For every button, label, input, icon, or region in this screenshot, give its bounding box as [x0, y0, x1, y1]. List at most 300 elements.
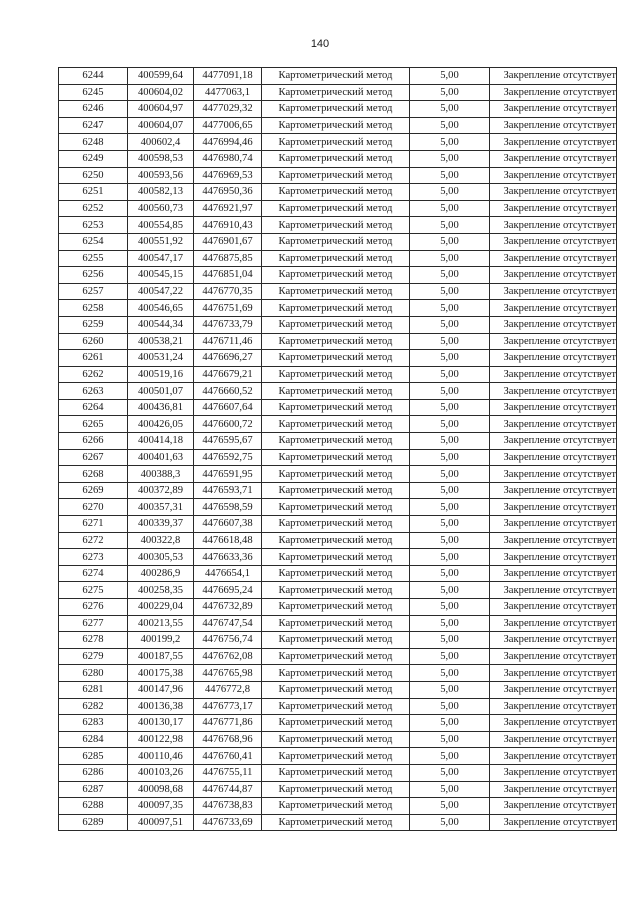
x-coordinate-cell: 400401,63: [128, 449, 194, 466]
y-coordinate-cell: 4476679,21: [194, 366, 262, 383]
method-cell: Картометрический метод: [262, 565, 410, 582]
accuracy-cell: 5,00: [410, 283, 490, 300]
fixation-cell: Закрепление отсутствует: [490, 267, 617, 284]
table-row: [59, 482, 617, 499]
x-coordinate-cell: 400545,15: [128, 267, 194, 284]
x-coordinate-cell: 400547,17: [128, 250, 194, 267]
table-row: [59, 167, 617, 184]
table-row: [59, 68, 617, 85]
fixation-cell: Закрепление отсутствует: [490, 200, 617, 217]
x-coordinate-cell: 400110,46: [128, 748, 194, 765]
table-row: [59, 350, 617, 367]
x-coordinate-cell: 400546,65: [128, 300, 194, 317]
x-coordinate-cell: 400519,16: [128, 366, 194, 383]
table-row: [59, 84, 617, 101]
x-coordinate-cell: 400136,38: [128, 698, 194, 715]
table-row: [59, 764, 617, 781]
point-number-cell: 6252: [59, 200, 128, 217]
table-row: [59, 532, 617, 549]
y-coordinate-cell: 4476696,27: [194, 350, 262, 367]
y-coordinate-cell: 4476592,75: [194, 449, 262, 466]
accuracy-cell: 5,00: [410, 366, 490, 383]
y-coordinate-cell: 4476660,52: [194, 383, 262, 400]
method-cell: Картометрический метод: [262, 283, 410, 300]
accuracy-cell: 5,00: [410, 731, 490, 748]
x-coordinate-cell: 400305,53: [128, 549, 194, 566]
x-coordinate-cell: 400147,96: [128, 681, 194, 698]
x-coordinate-cell: 400187,55: [128, 648, 194, 665]
accuracy-cell: 5,00: [410, 698, 490, 715]
accuracy-cell: 5,00: [410, 316, 490, 333]
y-coordinate-cell: 4476762,08: [194, 648, 262, 665]
point-number-cell: 6249: [59, 150, 128, 167]
point-number-cell: 6245: [59, 84, 128, 101]
fixation-cell: Закрепление отсутствует: [490, 532, 617, 549]
point-number-cell: 6283: [59, 715, 128, 732]
table-row: [59, 300, 617, 317]
table-row: [59, 814, 617, 831]
x-coordinate-cell: 400130,17: [128, 715, 194, 732]
point-number-cell: 6276: [59, 599, 128, 616]
fixation-cell: Закрепление отсутствует: [490, 84, 617, 101]
y-coordinate-cell: 4476768,96: [194, 731, 262, 748]
y-coordinate-cell: 4476760,41: [194, 748, 262, 765]
y-coordinate-cell: 4476738,83: [194, 798, 262, 815]
table-row: [59, 549, 617, 566]
accuracy-cell: 5,00: [410, 449, 490, 466]
accuracy-cell: 5,00: [410, 350, 490, 367]
point-number-cell: 6274: [59, 565, 128, 582]
y-coordinate-cell: 4476765,98: [194, 665, 262, 682]
accuracy-cell: 5,00: [410, 383, 490, 400]
fixation-cell: Закрепление отсутствует: [490, 233, 617, 250]
coordinates-table-body: [59, 68, 617, 831]
accuracy-cell: 5,00: [410, 466, 490, 483]
x-coordinate-cell: 400097,51: [128, 814, 194, 831]
coordinates-table: [58, 67, 617, 831]
y-coordinate-cell: 4476910,43: [194, 217, 262, 234]
accuracy-cell: 5,00: [410, 433, 490, 450]
table-row: [59, 150, 617, 167]
point-number-cell: 6266: [59, 433, 128, 450]
table-row: [59, 416, 617, 433]
y-coordinate-cell: 4476756,74: [194, 632, 262, 649]
accuracy-cell: 5,00: [410, 599, 490, 616]
point-number-cell: 6267: [59, 449, 128, 466]
x-coordinate-cell: 400598,53: [128, 150, 194, 167]
method-cell: Картометрический метод: [262, 731, 410, 748]
fixation-cell: Закрепление отсутствует: [490, 217, 617, 234]
table-row: [59, 731, 617, 748]
method-cell: Картометрический метод: [262, 781, 410, 798]
x-coordinate-cell: 400097,35: [128, 798, 194, 815]
y-coordinate-cell: 4476733,69: [194, 814, 262, 831]
x-coordinate-cell: 400582,13: [128, 184, 194, 201]
fixation-cell: Закрепление отсутствует: [490, 433, 617, 450]
table-row: [59, 698, 617, 715]
fixation-cell: Закрепление отсутствует: [490, 715, 617, 732]
method-cell: Картометрический метод: [262, 150, 410, 167]
point-number-cell: 6257: [59, 283, 128, 300]
point-number-cell: 6270: [59, 499, 128, 516]
fixation-cell: Закрепление отсутствует: [490, 516, 617, 533]
point-number-cell: 6287: [59, 781, 128, 798]
method-cell: Картометрический метод: [262, 416, 410, 433]
table-row: [59, 499, 617, 516]
accuracy-cell: 5,00: [410, 549, 490, 566]
method-cell: Картометрический метод: [262, 316, 410, 333]
x-coordinate-cell: 400339,37: [128, 516, 194, 533]
x-coordinate-cell: 400103,26: [128, 764, 194, 781]
y-coordinate-cell: 4476711,46: [194, 333, 262, 350]
fixation-cell: Закрепление отсутствует: [490, 300, 617, 317]
accuracy-cell: 5,00: [410, 267, 490, 284]
y-coordinate-cell: 4476771,86: [194, 715, 262, 732]
fixation-cell: Закрепление отсутствует: [490, 250, 617, 267]
y-coordinate-cell: 4476773,17: [194, 698, 262, 715]
point-number-cell: 6246: [59, 101, 128, 118]
x-coordinate-cell: 400098,68: [128, 781, 194, 798]
accuracy-cell: 5,00: [410, 117, 490, 134]
x-coordinate-cell: 400544,34: [128, 316, 194, 333]
accuracy-cell: 5,00: [410, 715, 490, 732]
x-coordinate-cell: 400372,89: [128, 482, 194, 499]
fixation-cell: Закрепление отсутствует: [490, 184, 617, 201]
point-number-cell: 6244: [59, 68, 128, 85]
point-number-cell: 6269: [59, 482, 128, 499]
point-number-cell: 6263: [59, 383, 128, 400]
table-row: [59, 466, 617, 483]
table-row: [59, 565, 617, 582]
table-row: [59, 582, 617, 599]
table-row: [59, 681, 617, 698]
x-coordinate-cell: 400547,22: [128, 283, 194, 300]
x-coordinate-cell: 400426,05: [128, 416, 194, 433]
x-coordinate-cell: 400414,18: [128, 433, 194, 450]
y-coordinate-cell: 4476994,46: [194, 134, 262, 151]
method-cell: Картометрический метод: [262, 648, 410, 665]
point-number-cell: 6256: [59, 267, 128, 284]
table-row: [59, 665, 617, 682]
y-coordinate-cell: 4476633,36: [194, 549, 262, 566]
y-coordinate-cell: 4476921,97: [194, 200, 262, 217]
y-coordinate-cell: 4476732,89: [194, 599, 262, 616]
x-coordinate-cell: 400593,56: [128, 167, 194, 184]
table-row: [59, 798, 617, 815]
accuracy-cell: 5,00: [410, 167, 490, 184]
accuracy-cell: 5,00: [410, 399, 490, 416]
method-cell: Картометрический метод: [262, 399, 410, 416]
table-row: [59, 101, 617, 118]
table-row: [59, 433, 617, 450]
method-cell: Картометрический метод: [262, 433, 410, 450]
point-number-cell: 6261: [59, 350, 128, 367]
accuracy-cell: 5,00: [410, 582, 490, 599]
fixation-cell: Закрепление отсутствует: [490, 449, 617, 466]
method-cell: Картометрический метод: [262, 499, 410, 516]
point-number-cell: 6255: [59, 250, 128, 267]
fixation-cell: Закрепление отсутствует: [490, 632, 617, 649]
y-coordinate-cell: 4476598,59: [194, 499, 262, 516]
method-cell: Картометрический метод: [262, 748, 410, 765]
fixation-cell: Закрепление отсутствует: [490, 482, 617, 499]
point-number-cell: 6247: [59, 117, 128, 134]
fixation-cell: Закрепление отсутствует: [490, 333, 617, 350]
table-row: [59, 134, 617, 151]
point-number-cell: 6284: [59, 731, 128, 748]
accuracy-cell: 5,00: [410, 565, 490, 582]
y-coordinate-cell: 4476747,54: [194, 615, 262, 632]
method-cell: Картометрический метод: [262, 134, 410, 151]
point-number-cell: 6278: [59, 632, 128, 649]
point-number-cell: 6282: [59, 698, 128, 715]
x-coordinate-cell: 400436,81: [128, 399, 194, 416]
method-cell: Картометрический метод: [262, 615, 410, 632]
y-coordinate-cell: 4476950,36: [194, 184, 262, 201]
method-cell: Картометрический метод: [262, 233, 410, 250]
y-coordinate-cell: 4476969,53: [194, 167, 262, 184]
fixation-cell: Закрепление отсутствует: [490, 150, 617, 167]
accuracy-cell: 5,00: [410, 150, 490, 167]
point-number-cell: 6272: [59, 532, 128, 549]
fixation-cell: Закрепление отсутствует: [490, 499, 617, 516]
y-coordinate-cell: 4476772,8: [194, 681, 262, 698]
accuracy-cell: 5,00: [410, 615, 490, 632]
x-coordinate-cell: 400604,02: [128, 84, 194, 101]
point-number-cell: 6286: [59, 764, 128, 781]
y-coordinate-cell: 4477091,18: [194, 68, 262, 85]
table-row: [59, 781, 617, 798]
fixation-cell: Закрепление отсутствует: [490, 68, 617, 85]
x-coordinate-cell: 400551,92: [128, 233, 194, 250]
accuracy-cell: 5,00: [410, 200, 490, 217]
accuracy-cell: 5,00: [410, 781, 490, 798]
point-number-cell: 6281: [59, 681, 128, 698]
fixation-cell: Закрепление отсутствует: [490, 350, 617, 367]
table-row: [59, 399, 617, 416]
table-row: [59, 283, 617, 300]
accuracy-cell: 5,00: [410, 416, 490, 433]
table-row: [59, 648, 617, 665]
accuracy-cell: 5,00: [410, 798, 490, 815]
x-coordinate-cell: 400286,9: [128, 565, 194, 582]
point-number-cell: 6254: [59, 233, 128, 250]
fixation-cell: Закрепление отсутствует: [490, 781, 617, 798]
x-coordinate-cell: 400604,07: [128, 117, 194, 134]
y-coordinate-cell: 4476607,64: [194, 399, 262, 416]
y-coordinate-cell: 4476751,69: [194, 300, 262, 317]
accuracy-cell: 5,00: [410, 333, 490, 350]
y-coordinate-cell: 4476595,67: [194, 433, 262, 450]
fixation-cell: Закрепление отсутствует: [490, 681, 617, 698]
method-cell: Картометрический метод: [262, 798, 410, 815]
fixation-cell: Закрепление отсутствует: [490, 383, 617, 400]
x-coordinate-cell: 400602,4: [128, 134, 194, 151]
point-number-cell: 6264: [59, 399, 128, 416]
accuracy-cell: 5,00: [410, 68, 490, 85]
fixation-cell: Закрепление отсутствует: [490, 582, 617, 599]
method-cell: Картометрический метод: [262, 582, 410, 599]
x-coordinate-cell: 400560,73: [128, 200, 194, 217]
point-number-cell: 6258: [59, 300, 128, 317]
table-row: [59, 748, 617, 765]
method-cell: Картометрический метод: [262, 217, 410, 234]
page-number: 140: [310, 38, 330, 50]
y-coordinate-cell: 4476980,74: [194, 150, 262, 167]
accuracy-cell: 5,00: [410, 300, 490, 317]
method-cell: Картометрический метод: [262, 466, 410, 483]
fixation-cell: Закрепление отсутствует: [490, 316, 617, 333]
x-coordinate-cell: 400122,98: [128, 731, 194, 748]
y-coordinate-cell: 4476607,38: [194, 516, 262, 533]
fixation-cell: Закрепление отсутствует: [490, 117, 617, 134]
x-coordinate-cell: 400554,85: [128, 217, 194, 234]
fixation-cell: Закрепление отсутствует: [490, 399, 617, 416]
table-row: [59, 632, 617, 649]
fixation-cell: Закрепление отсутствует: [490, 549, 617, 566]
x-coordinate-cell: 400199,2: [128, 632, 194, 649]
accuracy-cell: 5,00: [410, 217, 490, 234]
method-cell: Картометрический метод: [262, 532, 410, 549]
fixation-cell: Закрепление отсутствует: [490, 599, 617, 616]
table-row: [59, 715, 617, 732]
fixation-cell: Закрепление отсутствует: [490, 731, 617, 748]
x-coordinate-cell: 400175,38: [128, 665, 194, 682]
fixation-cell: Закрепление отсутствует: [490, 565, 617, 582]
fixation-cell: Закрепление отсутствует: [490, 366, 617, 383]
method-cell: Картометрический метод: [262, 333, 410, 350]
point-number-cell: 6248: [59, 134, 128, 151]
y-coordinate-cell: 4476591,95: [194, 466, 262, 483]
point-number-cell: 6271: [59, 516, 128, 533]
fixation-cell: Закрепление отсутствует: [490, 698, 617, 715]
method-cell: Картометрический метод: [262, 681, 410, 698]
fixation-cell: Закрепление отсутствует: [490, 101, 617, 118]
fixation-cell: Закрепление отсутствует: [490, 416, 617, 433]
method-cell: Картометрический метод: [262, 516, 410, 533]
accuracy-cell: 5,00: [410, 84, 490, 101]
x-coordinate-cell: 400501,07: [128, 383, 194, 400]
table-row: [59, 333, 617, 350]
x-coordinate-cell: 400538,21: [128, 333, 194, 350]
accuracy-cell: 5,00: [410, 516, 490, 533]
accuracy-cell: 5,00: [410, 184, 490, 201]
table-row: [59, 366, 617, 383]
x-coordinate-cell: 400388,3: [128, 466, 194, 483]
method-cell: Картометрический метод: [262, 599, 410, 616]
fixation-cell: Закрепление отсутствует: [490, 134, 617, 151]
method-cell: Картометрический метод: [262, 449, 410, 466]
table-row: [59, 250, 617, 267]
x-coordinate-cell: 400229,04: [128, 599, 194, 616]
point-number-cell: 6288: [59, 798, 128, 815]
point-number-cell: 6289: [59, 814, 128, 831]
point-number-cell: 6279: [59, 648, 128, 665]
method-cell: Картометрический метод: [262, 665, 410, 682]
x-coordinate-cell: 400599,64: [128, 68, 194, 85]
table-row: [59, 516, 617, 533]
point-number-cell: 6285: [59, 748, 128, 765]
method-cell: Картометрический метод: [262, 366, 410, 383]
y-coordinate-cell: 4476600,72: [194, 416, 262, 433]
method-cell: Картометрический метод: [262, 167, 410, 184]
accuracy-cell: 5,00: [410, 648, 490, 665]
x-coordinate-cell: 400531,24: [128, 350, 194, 367]
point-number-cell: 6277: [59, 615, 128, 632]
method-cell: Картометрический метод: [262, 632, 410, 649]
y-coordinate-cell: 4476654,1: [194, 565, 262, 582]
point-number-cell: 6260: [59, 333, 128, 350]
accuracy-cell: 5,00: [410, 134, 490, 151]
table-row: [59, 233, 617, 250]
method-cell: Картометрический метод: [262, 117, 410, 134]
table-row: [59, 449, 617, 466]
x-coordinate-cell: 400213,55: [128, 615, 194, 632]
fixation-cell: Закрепление отсутствует: [490, 167, 617, 184]
method-cell: Картометрический метод: [262, 267, 410, 284]
accuracy-cell: 5,00: [410, 681, 490, 698]
point-number-cell: 6273: [59, 549, 128, 566]
y-coordinate-cell: 4476744,87: [194, 781, 262, 798]
table-row: [59, 200, 617, 217]
y-coordinate-cell: 4476851,04: [194, 267, 262, 284]
y-coordinate-cell: 4477006,65: [194, 117, 262, 134]
fixation-cell: Закрепление отсутствует: [490, 814, 617, 831]
fixation-cell: Закрепление отсутствует: [490, 466, 617, 483]
fixation-cell: Закрепление отсутствует: [490, 615, 617, 632]
method-cell: Картометрический метод: [262, 482, 410, 499]
table-row: [59, 599, 617, 616]
y-coordinate-cell: 4477063,1: [194, 84, 262, 101]
y-coordinate-cell: 4476695,24: [194, 582, 262, 599]
y-coordinate-cell: 4476755,11: [194, 764, 262, 781]
accuracy-cell: 5,00: [410, 748, 490, 765]
method-cell: Картометрический метод: [262, 350, 410, 367]
point-number-cell: 6253: [59, 217, 128, 234]
x-coordinate-cell: 400258,35: [128, 582, 194, 599]
method-cell: Картометрический метод: [262, 814, 410, 831]
point-number-cell: 6250: [59, 167, 128, 184]
fixation-cell: Закрепление отсутствует: [490, 764, 617, 781]
method-cell: Картометрический метод: [262, 184, 410, 201]
method-cell: Картометрический метод: [262, 200, 410, 217]
method-cell: Картометрический метод: [262, 698, 410, 715]
accuracy-cell: 5,00: [410, 665, 490, 682]
point-number-cell: 6262: [59, 366, 128, 383]
y-coordinate-cell: 4476770,35: [194, 283, 262, 300]
method-cell: Картометрический метод: [262, 300, 410, 317]
accuracy-cell: 5,00: [410, 532, 490, 549]
y-coordinate-cell: 4476593,71: [194, 482, 262, 499]
fixation-cell: Закрепление отсутствует: [490, 665, 617, 682]
accuracy-cell: 5,00: [410, 499, 490, 516]
accuracy-cell: 5,00: [410, 764, 490, 781]
x-coordinate-cell: 400357,31: [128, 499, 194, 516]
accuracy-cell: 5,00: [410, 814, 490, 831]
point-number-cell: 6268: [59, 466, 128, 483]
fixation-cell: Закрепление отсутствует: [490, 283, 617, 300]
point-number-cell: 6280: [59, 665, 128, 682]
accuracy-cell: 5,00: [410, 250, 490, 267]
table-row: [59, 117, 617, 134]
method-cell: Картометрический метод: [262, 715, 410, 732]
table-row: [59, 184, 617, 201]
point-number-cell: 6259: [59, 316, 128, 333]
method-cell: Картометрический метод: [262, 250, 410, 267]
y-coordinate-cell: 4476875,85: [194, 250, 262, 267]
accuracy-cell: 5,00: [410, 101, 490, 118]
table-row: [59, 383, 617, 400]
